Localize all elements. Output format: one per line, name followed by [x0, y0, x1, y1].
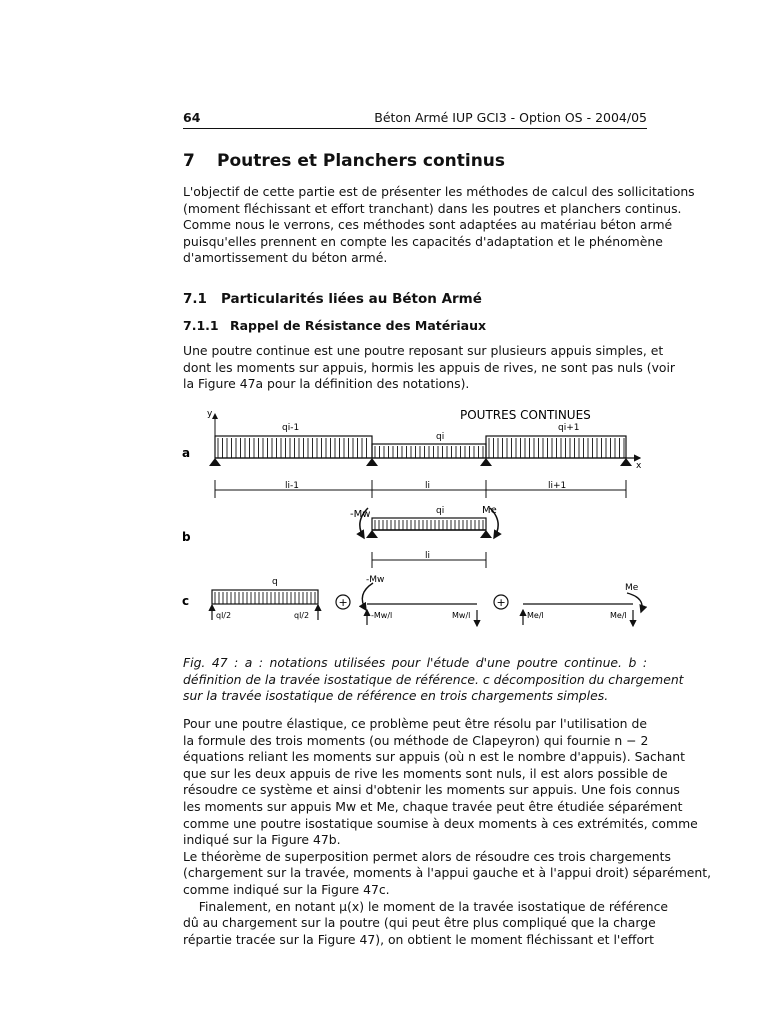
- caption-line: définition de la travée isostatique de référence. c décomposition du chargement: [183, 671, 684, 687]
- section-title: Poutres et Planchers continus: [217, 151, 506, 171]
- text-line: répartie tracée sur la Figure 47), on obtient le moment fléchissant et l'effort: [183, 931, 655, 947]
- row-label-c: c: [182, 594, 190, 608]
- plus-symbol-2: +: [496, 596, 506, 609]
- support-b-left: [366, 530, 378, 538]
- text-line: résoudre ce système et ainsi d'obtenir les moments sur appuis. Une fois connus: [183, 782, 680, 798]
- running-title: Béton Armé IUP GCI3 - Option OS - 2004/05: [374, 110, 647, 125]
- reaction-label-c3-right: Me/l: [610, 611, 627, 620]
- reaction-label-c1-left: ql/2: [216, 611, 232, 620]
- subsubsection-number: 7.1.1: [183, 318, 219, 333]
- text-line: (chargement sur la travée, moments à l'appui gauche et à l'appui droit) séparément,: [183, 865, 712, 881]
- figure-title: POUTRES CONTINUES: [460, 408, 591, 422]
- row-label-a: a: [182, 446, 191, 460]
- text-line: L'objectif de cette partie est de présenter les méthodes de calcul des sollicitations: [183, 184, 695, 199]
- text-line: Pour une poutre élastique, ce problème peut être résolu par l'utilisation de: [183, 716, 647, 731]
- moment-label-mw-b: -Mw: [350, 509, 371, 520]
- support-2: [366, 458, 378, 466]
- span-label-li-1: li-1: [285, 481, 299, 491]
- page-number: 64: [183, 110, 201, 125]
- span-label-b: li: [425, 551, 431, 561]
- text-line: comme indiqué sur la Figure 47c.: [183, 881, 390, 897]
- text-line: Comme nous le verrons, ces méthodes sont adaptées au matériau béton armé: [183, 217, 673, 233]
- reaction-label-c1-right: ql/2: [294, 611, 310, 620]
- subsubsection-title: Rappel de Résistance des Matériaux: [230, 318, 487, 333]
- load-label-qi: qi: [436, 432, 445, 442]
- reaction-label-c2-left: -Mw/l: [371, 611, 393, 620]
- text-line: comme une poutre isostatique soumise à deux moments à ces extrémités, comme: [183, 815, 698, 831]
- page-header: [183, 108, 647, 129]
- figure-caption: [183, 655, 684, 705]
- text-line: équations reliant les moments sur appuis (où n est le nombre d'appuis). Sachant: [183, 749, 686, 765]
- text-line: dû au chargement sur la poutre (qui peut être plus compliqué que la charge: [183, 915, 656, 931]
- section-number: 7: [183, 151, 195, 171]
- paragraph-clapeyron: [183, 716, 712, 948]
- load-hatching-c: [215, 592, 315, 604]
- text-line: les moments sur appuis Mw et Me, chaque travée peut être étudiée séparément: [183, 798, 683, 814]
- supports-a: [209, 458, 632, 466]
- text-line: puisqu'elles prennent en compte les capacités d'adaptation et le phénomène: [183, 233, 663, 249]
- subsubsection-heading: [183, 318, 486, 333]
- reaction-label-c3-left: Me/l: [527, 611, 544, 620]
- plus-symbol-1: +: [338, 596, 348, 609]
- text-line: d'amortissement du béton armé.: [183, 250, 388, 266]
- paragraph-continuous-beam: [183, 343, 676, 393]
- load-label-c: q: [272, 577, 278, 587]
- support-4: [620, 458, 632, 466]
- text-line: que sur les deux appuis de rive les moments sont nuls, il est alors possible de: [183, 765, 668, 781]
- span-label-li: li: [425, 481, 431, 491]
- load-label-b: qi: [436, 506, 445, 516]
- y-axis-label: y: [207, 409, 213, 419]
- load-hatching-b: [375, 520, 483, 530]
- subsection-title: Particularités liées au Béton Armé: [221, 291, 482, 307]
- text-line: Le théorème de superposition permet alors de résoudre ces trois chargements: [183, 848, 671, 864]
- text-line: (moment fléchissant et effort tranchant) dans les poutres et planchers continus.: [183, 200, 682, 216]
- support-b-right: [480, 530, 492, 538]
- support-3: [480, 458, 492, 466]
- moment-label-c2: -Mw: [366, 575, 385, 585]
- span-label-li+1: li+1: [548, 481, 567, 491]
- text-line: Une poutre continue est une poutre reposant sur plusieurs appuis simples, et: [183, 343, 664, 358]
- subsection-number: 7.1: [183, 291, 207, 307]
- load-label-qi+1: qi+1: [558, 423, 580, 433]
- moment-arrow-c3: [627, 593, 642, 612]
- text-line: Finalement, en notant μ(x) le moment de la travée isostatique de référence: [183, 898, 669, 914]
- moment-label-me-b: Me: [482, 505, 497, 516]
- load-block-b: [372, 518, 486, 530]
- caption-line: sur la travée isostatique de référence en trois chargements simples.: [183, 688, 609, 704]
- moment-arrow-c2: [362, 583, 373, 610]
- load-label-qi-1: qi-1: [282, 423, 300, 433]
- moment-label-c3: Me: [625, 583, 639, 593]
- reaction-label-c2-right: Mw/l: [452, 611, 471, 620]
- x-axis-label: x: [636, 461, 642, 471]
- text-line: la Figure 47a pour la définition des notations).: [183, 376, 470, 392]
- support-1: [209, 458, 221, 466]
- subsection-heading: [183, 291, 482, 307]
- text-line: dont les moments sur appuis, hormis les appuis de rives, ne sont pas nuls (voir: [183, 359, 676, 375]
- figure-47: [170, 400, 660, 640]
- beam-diagram: [170, 400, 660, 640]
- load-block-c: [212, 590, 318, 604]
- section-heading: [183, 151, 505, 171]
- text-line: la formule des trois moments (ou méthode de Clapeyron) qui fournie n − 2: [183, 732, 649, 748]
- load-hatching-a: [218, 438, 624, 458]
- row-label-b: b: [182, 530, 191, 544]
- intro-paragraph: [183, 184, 695, 267]
- text-line: indiqué sur la Figure 47b.: [183, 832, 341, 848]
- caption-line: Fig. 47 : a : notations utilisées pour l'étude d'une poutre continue. b :: [183, 655, 647, 670]
